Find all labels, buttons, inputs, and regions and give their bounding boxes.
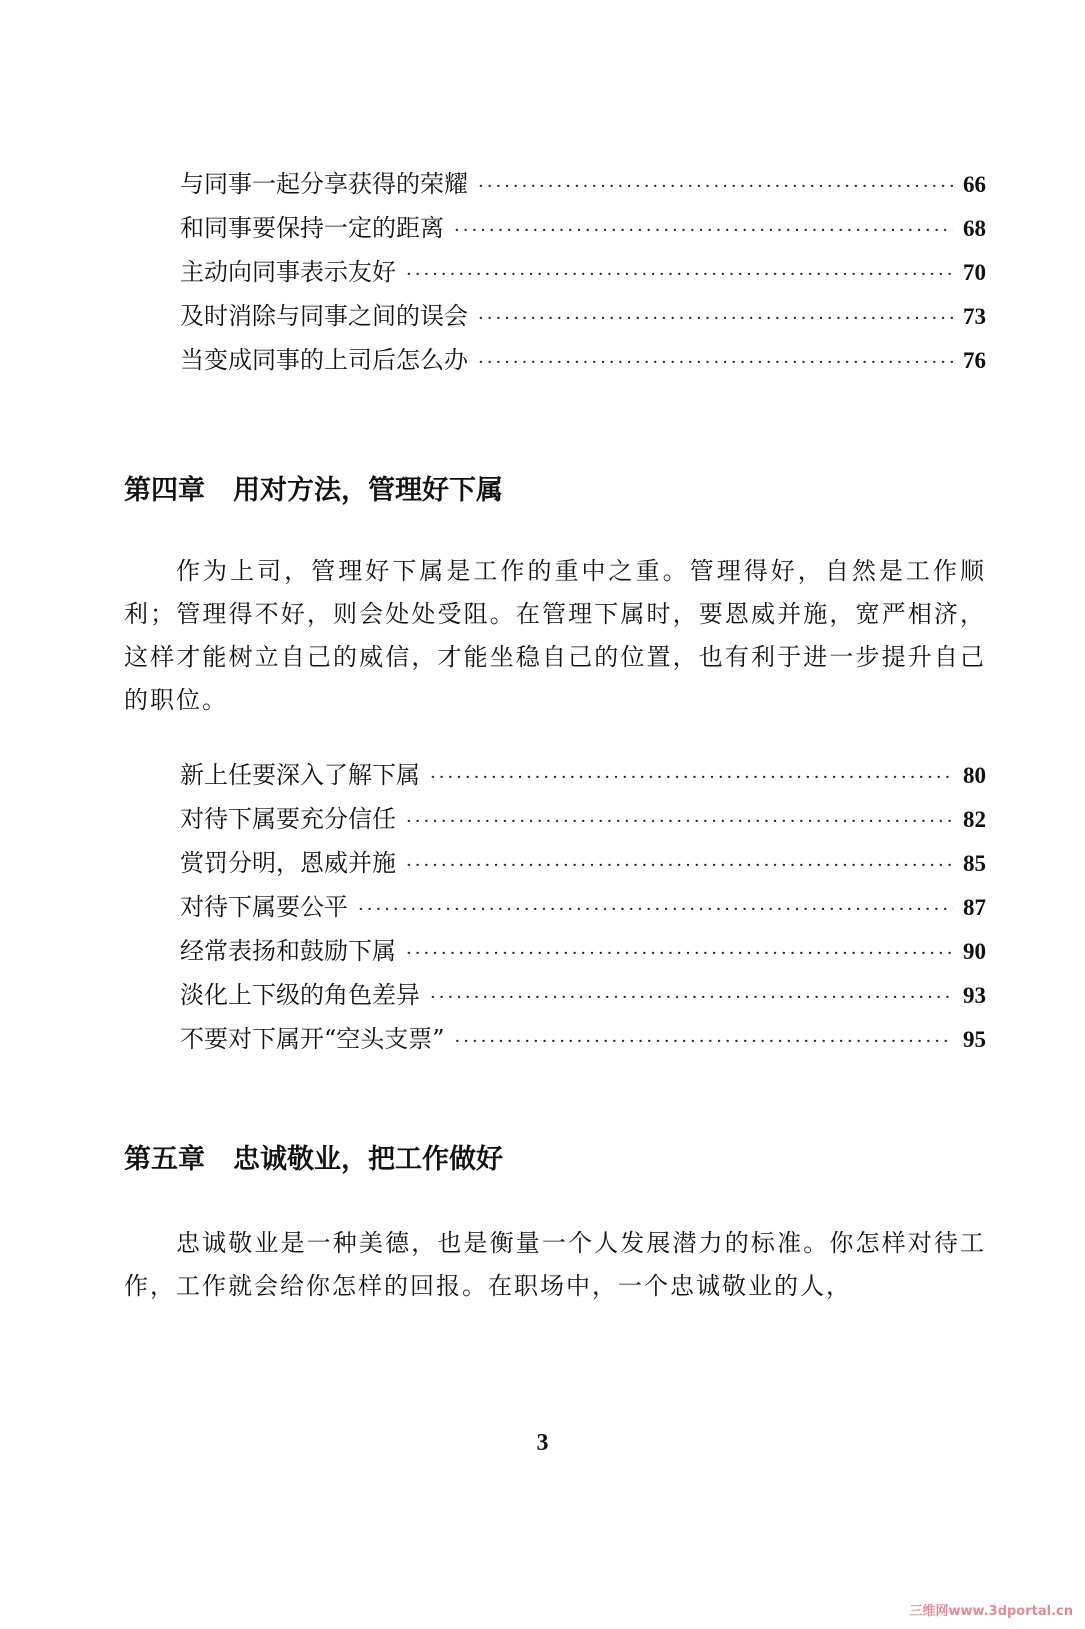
dot-leader xyxy=(358,888,953,932)
toc-entry-page: 73 xyxy=(963,304,986,329)
toc-entry-page: 70 xyxy=(963,260,986,285)
toc-entry-title: 和同事要保持一定的距离 xyxy=(180,214,444,242)
dot-leader xyxy=(478,165,953,209)
toc-entry-title: 主动向同事表示友好 xyxy=(180,258,396,286)
toc-entry-page: 66 xyxy=(963,172,986,197)
toc-entry[interactable] xyxy=(180,206,986,250)
chapter-5-heading xyxy=(124,1137,503,1176)
toc-entry-page: 76 xyxy=(963,348,986,373)
chapter-4-intro: 作为上司，管理好下属是工作的重中之重。管理得好，自然是工作顺利；管理得不好，则会处处受阻。在管理下属时，要恩威并施，宽严相济，这样才能树立自己的威信，才能坐稳自己的位置，也有利于进一步提升自己的职位。 xyxy=(124,557,986,714)
toc-entry-page: 95 xyxy=(963,1027,986,1052)
toc-entry-title: 不要对下属开“空头支票” xyxy=(180,1025,445,1053)
chapter-5-intro: 忠诚敬业是一种美德，也是衡量一个人发展潜力的标准。你怎样对待工作，工作就会给你怎样的回报。在职场中，一个忠诚敬业的人， xyxy=(124,1229,986,1300)
chapter-4-heading xyxy=(124,468,503,507)
watermark: 三维网www.3dportal.cn xyxy=(909,1604,1073,1619)
dot-leader xyxy=(478,297,953,341)
dot-leader xyxy=(454,209,953,253)
chapter-title: 用对方法，管理好下属 xyxy=(233,475,503,506)
dot-leader xyxy=(406,844,953,888)
toc-entry-title: 新上任要深入了解下属 xyxy=(180,761,420,789)
toc-entry-page: 93 xyxy=(963,983,986,1008)
toc-entry[interactable] xyxy=(180,294,986,338)
dot-leader xyxy=(406,800,953,844)
chapter-number: 第四章 xyxy=(124,475,205,506)
toc-entry[interactable] xyxy=(180,929,986,973)
toc-entry[interactable] xyxy=(180,973,986,1017)
page-number: 3 xyxy=(536,1430,549,1456)
toc-entry-page: 90 xyxy=(963,939,986,964)
toc-entry-title: 赏罚分明，恩威并施 xyxy=(180,849,396,877)
dot-leader xyxy=(478,341,953,385)
toc-entry[interactable] xyxy=(180,162,986,206)
toc-entry-page: 85 xyxy=(963,851,986,876)
dot-leader xyxy=(455,1020,953,1064)
toc-entry[interactable] xyxy=(180,841,986,885)
dot-leader xyxy=(406,253,953,297)
toc-entry[interactable] xyxy=(180,753,986,797)
toc-entry-title: 及时消除与同事之间的误会 xyxy=(180,302,468,330)
chapter-number: 第五章 xyxy=(124,1144,205,1175)
toc-entry-title: 与同事一起分享获得的荣耀 xyxy=(180,170,468,198)
toc-entry-page: 68 xyxy=(963,216,986,241)
toc-entry[interactable] xyxy=(180,885,986,929)
toc-entry[interactable] xyxy=(180,338,986,382)
dot-leader xyxy=(430,976,953,1020)
toc-entry-title: 当变成同事的上司后怎么办 xyxy=(180,346,468,374)
dot-leader xyxy=(430,756,953,800)
toc-list-chapter-4 xyxy=(180,753,986,1061)
toc-list-chapter-3-continued xyxy=(180,162,986,382)
chapter-title: 忠诚敬业，把工作做好 xyxy=(233,1144,503,1175)
toc-entry[interactable] xyxy=(180,1017,986,1061)
toc-entry-title: 对待下属要充分信任 xyxy=(180,805,396,833)
toc-entry[interactable] xyxy=(180,250,986,294)
toc-entry-page: 80 xyxy=(963,763,986,788)
toc-entry[interactable] xyxy=(180,797,986,841)
toc-entry-title: 经常表扬和鼓励下属 xyxy=(180,937,396,965)
toc-entry-title: 对待下属要公平 xyxy=(180,893,348,921)
toc-entry-page: 82 xyxy=(963,807,986,832)
toc-entry-page: 87 xyxy=(963,895,986,920)
dot-leader xyxy=(406,932,953,976)
toc-entry-title: 淡化上下级的角色差异 xyxy=(180,981,420,1009)
